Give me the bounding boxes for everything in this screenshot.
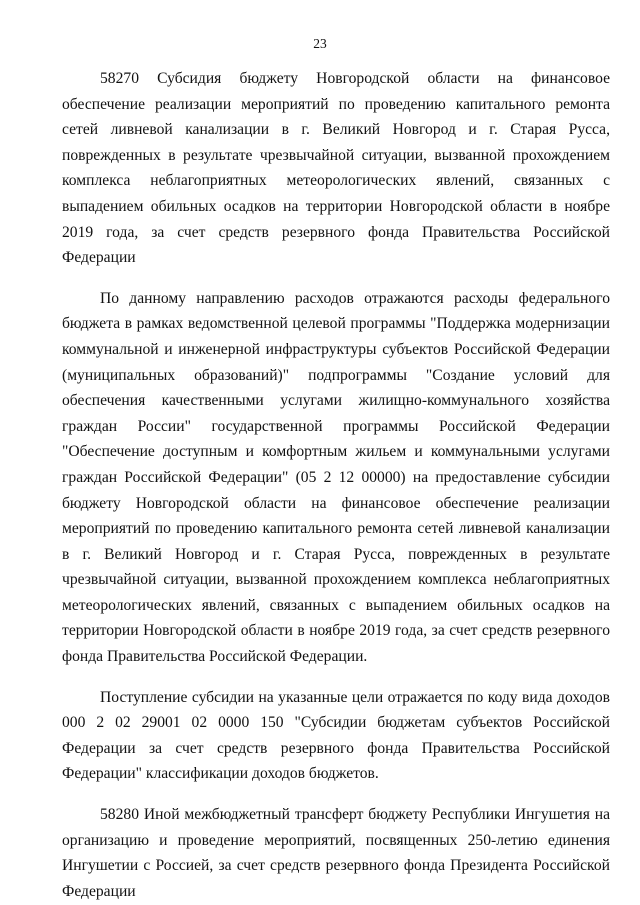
paragraph-58270-description: По данному направлению расходов отражаются расходы федерального бюджета в рамках ведомственной целевой программы "Поддержка модернизации коммунальной и инженерной инфраструктуры субъектов Российской Федерации (муниципальных образований)" подпрограммы "Создание условий для обеспечения качественными услугами жилищно-коммунального хозяйства граждан России" государственной программы Российской Федерации "Обеспечение доступным и комфортным жильем и коммунальными услугами граждан Российской Федерации" (05 2 12 00000) на предоставление субсидии бюджету Новгородской области на финансовое обеспечение реализации мероприятий по проведению капитального ремонта сетей ливневой канализации в г. Великий Новгород и г. Старая Русса, поврежденных в результате чрезвычайной ситуации, вызванной прохождением комплекса неблагоприятных метеорологических явлений, связанных с выпадением обильных осадков на территории Новгородской области в ноябре 2019 года, за счет средств резервного фонда Правительства Российской Федерации.	[62, 289, 610, 666]
paragraph-58270-title: 58270 Субсидия бюджету Новгородской области на финансовое обеспечение реализации мероприятий по проведению капитального ремонта сетей ливневой канализации в г. Великий Новгород и г. Старая Русса, поврежденных в результате чрезвычайной ситуации, вызванной прохождением комплекса неблагоприятных метеорологических явлений, связанных с выпадением обильных осадков на территории Новгородской области в ноябре 2019 года, за счет средств резервного фонда Правительства Российской Федерации	[62, 70, 610, 267]
page-number: 23	[313, 36, 327, 51]
paragraph-58280-title: 58280 Иной межбюджетный трансферт бюджету Республики Ингушетия на организацию и проведение мероприятий, посвященных 250-летию единения Ингушетии с Россией, за счет средств резервного фонда Президента Российской Федерации	[62, 806, 610, 900]
document-body	[62, 66, 610, 904]
paragraph-58270-income-code: Поступление субсидии на указанные цели отражается по коду вида доходов 000 2 02 29001 02 0000 150 "Субсидии бюджетам субъектов Российской Федерации за счет средств резервного фонда Правительства Российской Федерации" классификации доходов бюджетов.	[62, 688, 610, 783]
